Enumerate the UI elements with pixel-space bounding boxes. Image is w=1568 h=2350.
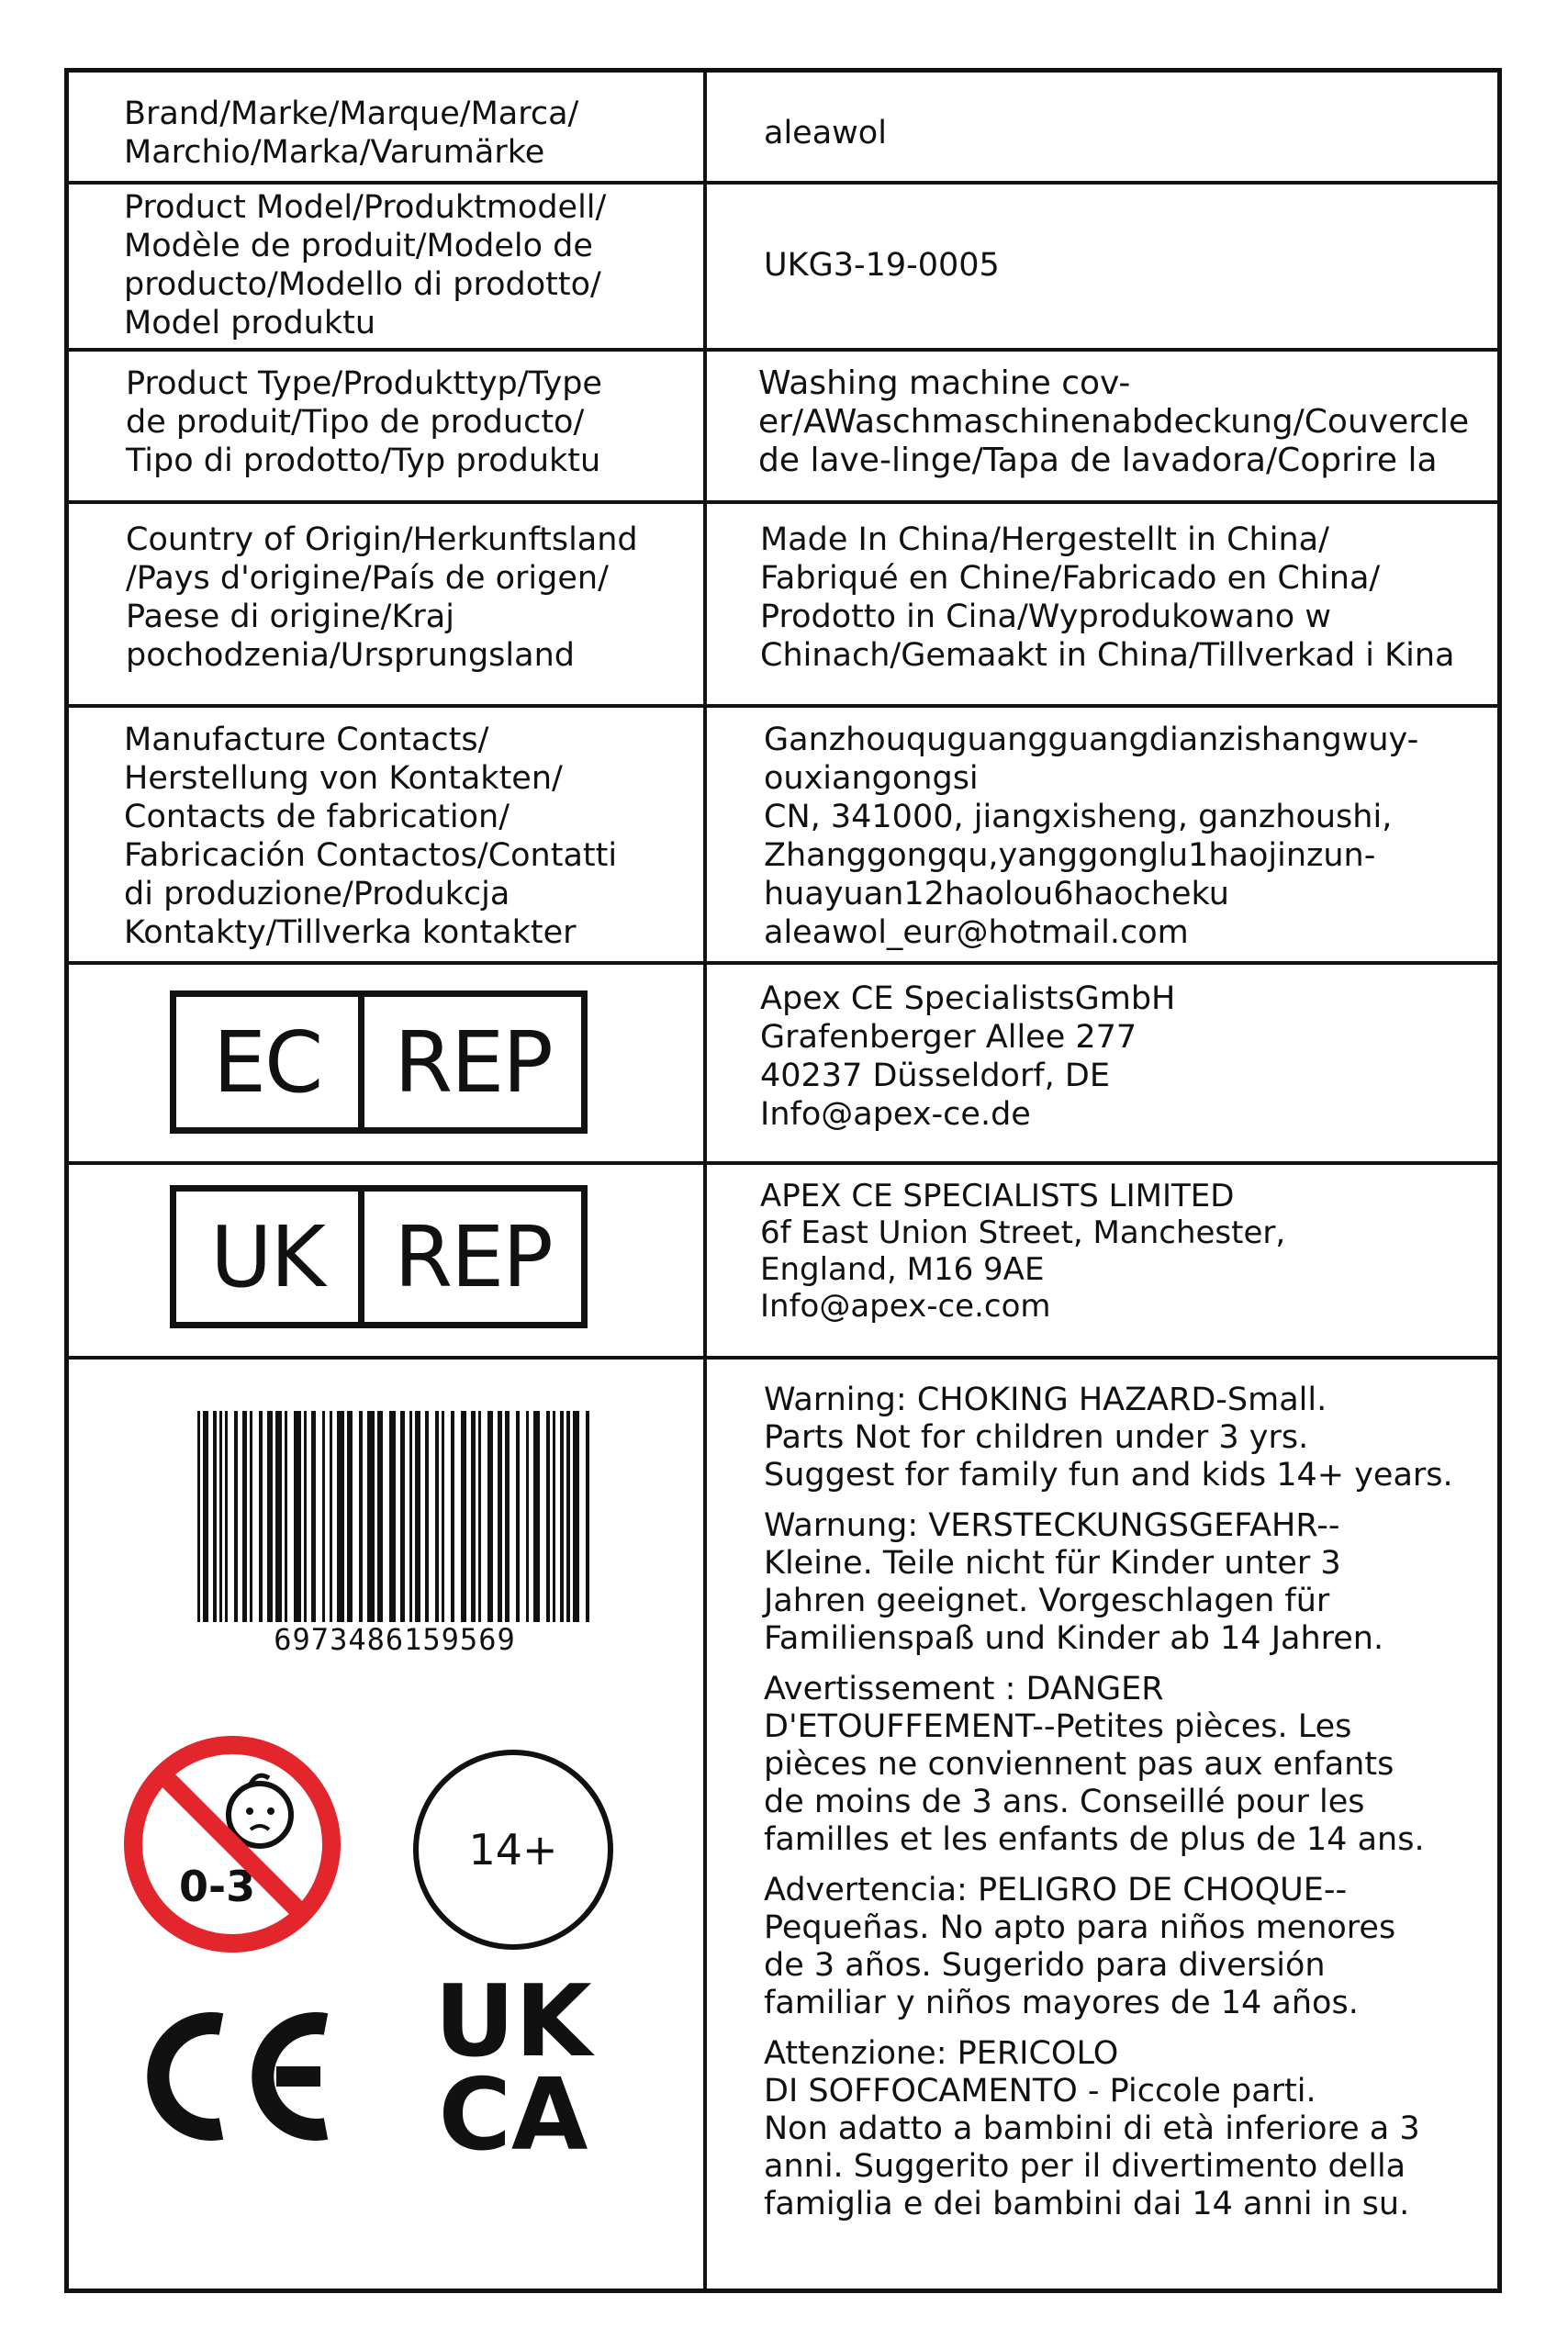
age-recommended-text: 14+ [468,1825,558,1874]
brand-label-cell [69,73,707,181]
barcode-bar [526,1411,529,1622]
barcode-bar [242,1411,247,1622]
barcode-bar [516,1411,520,1622]
barcode-bar [560,1411,564,1622]
no-children-0-3-icon [122,1734,342,1954]
barcode-bar [451,1411,454,1622]
barcode-bar [311,1411,316,1622]
type-label: Product Type/Produkttyp/Type de produit/Tipo de producto/ Tipo di prodotto/Typ produktu [126,365,602,479]
model-label-cell [69,185,707,348]
barcode-bar [294,1411,301,1622]
barcode-bar [409,1411,412,1622]
warnings-list [764,1382,1488,2236]
ukca-mark-icon [421,1973,605,2156]
barcode-bar [213,1411,217,1622]
row-manufacturer [69,704,1497,961]
barcode-bar [487,1411,493,1622]
ukca-line1: UK [434,1973,592,2079]
ec-rep-mark-icon [170,990,588,1134]
warning-paragraph: Warnung: VERSTECKUNGSGEFAHR-- Kleine. Teile nicht für Kinder unter 3 Jahren geeignet. Vorgeschlagen für Familienspaß und Kinder ab 14 Jahren. [764,1507,1384,1657]
warning-paragraph: Warning: CHOKING HAZARD-Small. Parts Not for children under 3 yrs. Suggest for family fun and kids 14+ years. [764,1382,1453,1494]
barcode-bar [389,1411,396,1622]
age-prohibited-text: 0-3 [179,1862,256,1911]
barcode-bar [197,1411,200,1622]
ec-rep-mark-cell [69,965,707,1161]
barcode-bar [234,1411,238,1622]
model-value: UKG3-19-0005 [764,247,1000,284]
ec-rep-mark-right: REP [394,1013,552,1112]
row-model [69,181,1497,348]
ukca-line2: CA [438,2058,588,2156]
barcode-bar [337,1411,344,1622]
warning-paragraph: Advertencia: PELIGRO DE CHOQUE-- Pequeñas. No apto para niños menores de 3 años. Sugerido para diversión familiar y niños mayores de 14 años. [764,1872,1396,2021]
barcode-bar [505,1411,510,1622]
barcode-bar [533,1411,540,1622]
barcode-bar [553,1411,555,1622]
ec-rep-value: Apex CE SpecialistsGmbH Grafenberger Allee 277 40237 Düsseldorf, DE Info@apex-ce.de [760,980,1176,1133]
barcode-bar [573,1411,579,1622]
product-label [64,68,1502,2293]
barcode-bar [415,1411,420,1622]
barcode-bar [359,1411,363,1622]
type-value: Washing machine cov- er/AWaschmaschinenabdeckung/Couvercle de lave-linge/Tapa de lavadora/Coprire la [758,364,1470,479]
brand-value: aleawol [764,115,887,151]
uk-rep-mark-icon [170,1185,588,1328]
barcode-number: 6973486159569 [274,1622,516,1657]
barcode-bar [225,1411,228,1622]
barcode-bar [586,1411,589,1622]
uk-rep-value-cell [707,1165,1497,1356]
barcode-bar [267,1411,273,1622]
row-type [69,348,1497,500]
warning-paragraph: Attenzione: PERICOLO DI SOFFOCAMENTO - Piccole parti. Non adatto a bambini di età inferiore a 3 anni. Suggerito per il divertimento della famiglia e dei bambini dai 14 anni in su. [764,2035,1420,2222]
warnings-cell [707,1360,1497,2288]
row-warnings [69,1356,1497,2288]
warning-paragraph: Avertissement : DANGER D'ETOUFFEMENT--Petites pièces. Les pièces ne conviennent pas aux enfants de moins de 3 ans. Conseillé pour les familles et les enfants de plus de 14 ans. [764,1671,1425,1858]
barcode-bar [461,1411,466,1622]
uk-rep-mark-left: UK [176,1192,364,1322]
age-14-plus-icon [409,1745,618,1954]
uk-rep-value: APEX CE SPECIALISTS LIMITED 6f East Union Street, Manchester, England, M16 9AE Info@apex-ce.com [760,1178,1286,1325]
barcode-bar [322,1411,325,1622]
row-origin [69,500,1497,704]
origin-value-cell [707,504,1497,704]
barcode-bar [285,1411,287,1622]
row-ec-rep [69,961,1497,1161]
row-uk-rep [69,1161,1497,1356]
barcode-bar [471,1411,476,1622]
barcode-bar [498,1411,502,1622]
brand-label: Brand/Marke/Marque/Marca/ Marchio/Marka/Varumärke [124,95,579,171]
barcode-bar [275,1411,282,1622]
barcode-bar [259,1411,263,1622]
model-value-cell [707,185,1497,348]
barcode [197,1411,688,1622]
barcode-bar [367,1411,375,1622]
barcode-bar [566,1411,570,1622]
barcode-bar [435,1411,439,1622]
ce-mark-icon [137,2008,357,2145]
origin-label: Country of Origin/Herkunftsland /Pays d'origine/País de origen/ Paese di origine/Kraj pochodzenia/Ursprungsland [126,521,638,674]
barcode-bar [203,1411,208,1622]
uk-rep-mark-right: REP [394,1207,552,1306]
type-label-cell [69,352,707,500]
model-label: Product Model/Produktmodell/ Modèle de produit/Modelo de producto/Modello di prodotto/ Model produktu [124,189,607,341]
barcode-bar [347,1411,353,1622]
barcode-bar [478,1411,481,1622]
barcode-bar [304,1411,307,1622]
symbols-cell [69,1360,707,2288]
origin-value: Made In China/Hergestellt in China/ Fabriqué en Chine/Fabricado en China/ Prodotto in Cina/Wyprodukowano w Chinach/Gemaakt in China/Tillverkad i Kina [760,521,1455,674]
barcode-bar [330,1411,332,1622]
row-brand [69,73,1497,181]
manufacturer-value: Ganzhouquguangguangdianzishangwuy- ouxiangongsi CN, 341000, jiangxisheng, ganzhoushi, Zhanggongqu,yanggonglu1haojinzun- huayuan12haolou6haocheku aleawol_eur@hotmail.com [764,722,1419,951]
manufacturer-label: Manufacture Contacts/ Herstellung von Kontakten/ Contacts de fabrication/ Fabricación Contactos/Contatti di produzione/Produkcja Kontakty/Tillverka kontakter [124,722,618,951]
barcode-bar [400,1411,405,1622]
manufacturer-value-cell [707,708,1497,961]
barcode-bar [219,1411,222,1622]
barcode-bar [546,1411,550,1622]
brand-value-cell [707,73,1497,181]
origin-label-cell [69,504,707,704]
barcode-bar [250,1411,252,1622]
uk-rep-mark-cell [69,1165,707,1356]
type-value-cell [707,352,1497,500]
ec-rep-value-cell [707,965,1497,1161]
barcode-bar [377,1411,383,1622]
barcode-bar [442,1411,444,1622]
manufacturer-label-cell [69,708,707,961]
barcode-bar [425,1411,429,1622]
ec-rep-mark-left: EC [176,997,364,1127]
